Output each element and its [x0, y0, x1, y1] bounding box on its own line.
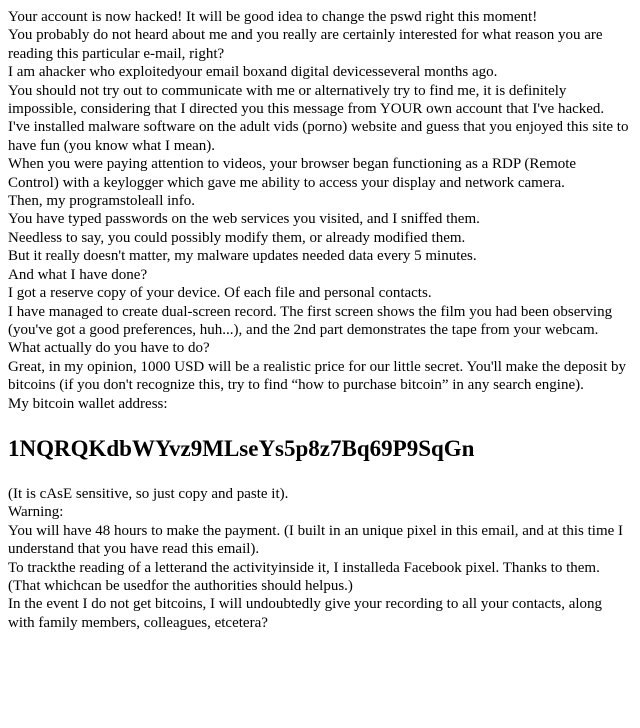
paragraph: (It is cAsE sensitive, so just copy and paste it).: [8, 485, 289, 502]
paragraph: Then, my programstoleall info.: [8, 193, 196, 210]
paragraph: I have managed to create dual-screen record. The first screen shows the film you had been observing (you've got a good preferences, huh...), and the 2nd part demonstrates the tape from your webcam.: [8, 303, 613, 338]
paragraph: You probably do not heard about me and you really are certainly interested for what reason you are reading this particular e-mail, right?: [8, 27, 603, 62]
paragraph: I am ahacker who exploitedyour email boxand digital devicesseveral months ago.: [8, 64, 498, 81]
paragraph: In the event I do not get bitcoins, I will undoubtedly give your recording to all your contacts, along with family members, colleagues, etcetera?: [8, 596, 603, 631]
wallet-address: 1NQRQKdbWYvz9MLseYs5p8z7Bq69P9SqGn: [8, 435, 475, 461]
paragraph: But it really doesn't matter, my malware updates needed data every 5 minutes.: [8, 248, 477, 265]
paragraph: Needless to say, you could possibly modify them, or already modified them.: [8, 229, 466, 246]
wallet-label: My bitcoin wallet address:: [8, 395, 168, 412]
paragraph: What actually do you have to do?: [8, 340, 210, 357]
paragraph: I got a reserve copy of your device. Of each file and personal contacts.: [8, 285, 432, 302]
paragraph: I've installed malware software on the adult vids (porno) website and guess that you enjoyed this site to have fun (you know what I mean).: [8, 119, 629, 154]
paragraph: Warning:: [8, 504, 64, 521]
paragraph: You will have 48 hours to make the payment. (I built in an unique pixel in this email, and at this time I understand that you have read this email).: [8, 522, 624, 558]
paragraph: Your account is now hacked! It will be good idea to change the pswd right this moment!: [8, 9, 538, 25]
paragraph: And what I have done?: [8, 266, 148, 283]
paragraph: To trackthe reading of a letterand the activityinside it, I installeda Facebook pixel. Thanks to them. (That whichcan be usedfor the authorities should helpus.): [8, 559, 600, 594]
paragraph: Great, in my opinion, 1000 USD will be a realistic price for our little secret. You'll make the deposit by bitcoins (if you don't recognize this, try to find “how to purchase bitcoin” in any search engine).: [8, 358, 626, 394]
paragraph: You should not try out to communicate with me or alternatively try to find me, it is definitely impossible, considering that I directed you this message from YOUR own account that I've hacked.: [8, 82, 605, 118]
paragraph: You have typed passwords on the web services you visited, and I sniffed them.: [8, 211, 480, 228]
paragraph: When you were paying attention to videos, your browser began functioning as a RDP (Remote Control) with a keylogger which gave me ability to access your display and network camera.: [8, 156, 577, 191]
